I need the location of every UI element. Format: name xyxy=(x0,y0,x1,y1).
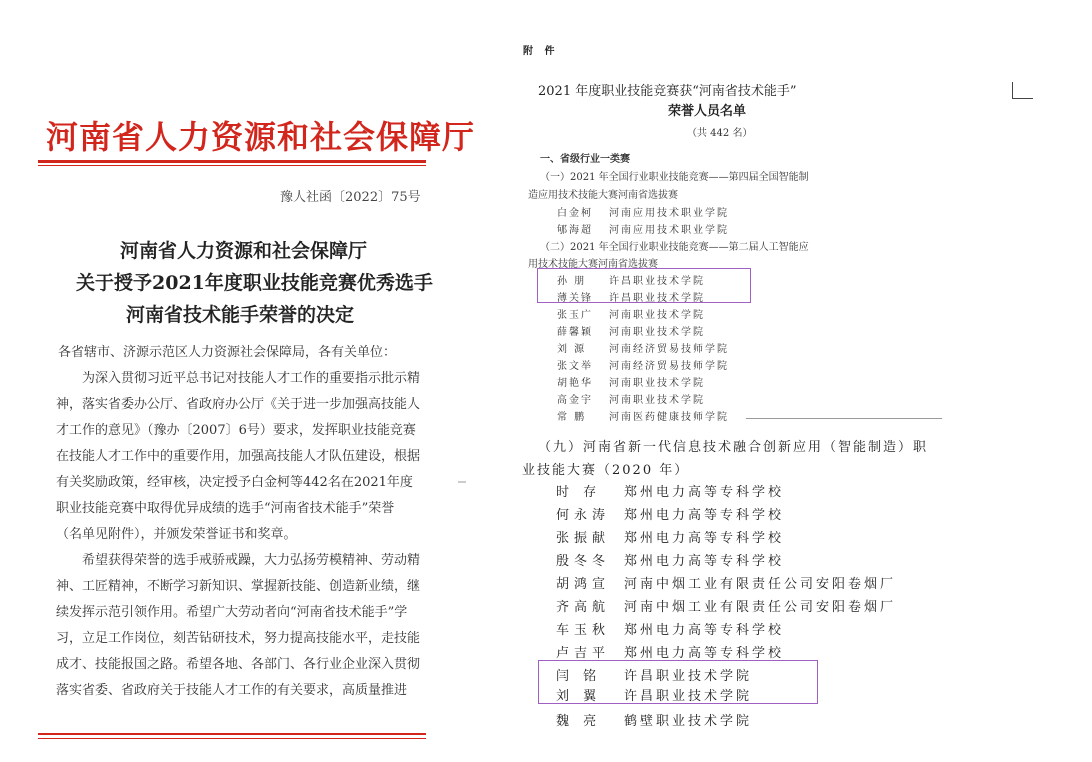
honoree-unit: 郑州电力高等专科学校 xyxy=(624,646,785,661)
salutation: 各省辖市、济源示范区人力资源社会保障局，各有关单位： xyxy=(58,345,397,360)
honoree-unit: 河南经济贸易技师学院 xyxy=(609,361,729,372)
honoree-name: 常 鹏 xyxy=(557,412,587,423)
honoree-unit: 郑州电力高等专科学校 xyxy=(624,623,785,638)
list-item xyxy=(556,504,784,523)
header-red-rule xyxy=(38,160,426,163)
list-item xyxy=(556,642,784,661)
paragraph-line: 在技能人才工作中的重要作用，加强高技能人才队伍建设，根据 xyxy=(56,449,421,464)
honoree-unit: 郑州电力高等专科学校 xyxy=(624,508,785,523)
honoree-unit: 河南职业技术学院 xyxy=(609,378,705,389)
paragraph-line: 续发挥示范引领作用。希望广大劳动者向“河南省技术能手”学 xyxy=(56,605,408,620)
honoree-name: 白金柯 xyxy=(557,208,593,219)
list-item xyxy=(557,357,729,372)
list-item xyxy=(557,306,705,321)
honoree-name: 薛馨颖 xyxy=(557,327,593,338)
honoree-unit: 许昌职业技术学院 xyxy=(624,669,753,684)
list-item xyxy=(557,374,705,389)
list-item xyxy=(557,272,705,287)
section-heading: 业技能大赛（2020 年） xyxy=(522,463,690,478)
honoree-name: 殷冬冬 xyxy=(556,554,611,569)
honoree-name: 魏 亮 xyxy=(556,714,602,729)
subsection-heading: （二）2021 年全国行业职业技能竞赛——第二届人工智能应 xyxy=(540,242,809,253)
list-title-line1: 2021 年度职业技能竞赛获“河南省技术能手” xyxy=(538,84,797,99)
subsection-heading: （一）2021 年全国行业职业技能竞赛——第四届全国智能制 xyxy=(540,172,809,183)
honoree-name: 何永涛 xyxy=(556,508,611,523)
honoree-unit: 河南职业技术学院 xyxy=(609,395,705,406)
honoree-name: 张振献 xyxy=(556,531,611,546)
list-item xyxy=(557,340,729,355)
honoree-unit: 河南中烟工业有限责任公司安阳卷烟厂 xyxy=(624,577,897,592)
honoree-unit: 鹤壁职业技术学院 xyxy=(624,714,753,729)
list-item xyxy=(556,665,752,684)
document-title-line: 河南省人力资源和社会保障厅 xyxy=(120,240,368,262)
honoree-unit: 许昌职业技术学院 xyxy=(609,293,705,304)
honoree-name: 刘 源 xyxy=(557,344,587,355)
honoree-name: 卢吉平 xyxy=(556,646,611,661)
honoree-unit: 郑州电力高等专科学校 xyxy=(624,531,785,546)
honoree-name: 张文举 xyxy=(557,361,593,372)
honoree-unit: 河南应用技术职业学院 xyxy=(609,208,729,219)
honoree-name: 孙 朋 xyxy=(557,276,587,287)
list-item xyxy=(556,573,896,592)
list-item xyxy=(556,481,784,500)
document-number: 豫人社函〔2022〕75号 xyxy=(280,190,421,205)
paragraph-line: 为深入贯彻习近平总书记对技能人才工作的重要指示批示精 xyxy=(82,371,421,386)
honoree-name: 时 存 xyxy=(556,485,602,500)
honoree-unit: 郑州电力高等专科学校 xyxy=(624,554,785,569)
section-heading: （九）河南省新一代信息技术融合创新应用（智能制造）职 xyxy=(538,440,929,455)
list-item xyxy=(557,204,729,219)
list-item xyxy=(557,289,705,304)
subsection-heading: 造应用技术技能大赛河南省选拔赛 xyxy=(528,190,678,201)
org-header: 河南省人力资源和社会保障厅 xyxy=(46,118,476,156)
footer-red-rule xyxy=(38,733,426,735)
subsection-heading: 用技术技能大赛河南省选拔赛 xyxy=(528,259,658,270)
list-item xyxy=(557,221,729,236)
list-title-line2: 荣誉人员名单 xyxy=(668,104,747,119)
scan-artifact xyxy=(746,418,942,419)
paragraph-line: 落实省委、省政府关于技能人才工作的有关要求，高质量推进 xyxy=(56,683,408,698)
list-item xyxy=(556,596,896,615)
paragraph-line: 神、工匠精神，不断学习新知识、掌握新技能、创造新业绩，继 xyxy=(56,579,421,594)
honoree-name: 高金宇 xyxy=(557,395,593,406)
honoree-count: （共 442 名） xyxy=(687,128,753,139)
honoree-unit: 许昌职业技术学院 xyxy=(624,689,753,704)
honoree-unit: 河南应用技术职业学院 xyxy=(609,225,729,236)
honoree-name: 胡艳华 xyxy=(557,378,593,389)
list-item xyxy=(556,550,784,569)
honoree-unit: 河南中烟工业有限责任公司安阳卷烟厂 xyxy=(624,600,897,615)
paragraph-line: 习，立足工作岗位，刻苦钻研技术，努力提高技能水平，走技能 xyxy=(56,631,421,646)
header-red-rule-thin xyxy=(38,165,426,166)
honoree-unit: 河南职业技术学院 xyxy=(609,310,705,321)
honoree-name: 闫 铭 xyxy=(556,669,602,684)
list-item xyxy=(557,408,729,423)
paragraph-line: （名单见附件），并颁发荣誉证书和奖章。 xyxy=(56,527,297,542)
honoree-unit: 许昌职业技术学院 xyxy=(609,276,705,287)
honoree-name: 张玉广 xyxy=(557,310,593,321)
honoree-name: 车玉秋 xyxy=(556,623,611,638)
footer-red-rule-thin xyxy=(38,738,426,739)
paragraph-line: 希望获得荣誉的选手戒骄戒躁，大力弘扬劳模精神、劳动精 xyxy=(82,553,421,568)
paragraph-line: 才工作的意见》（豫办〔2007〕6号）要求，发挥职业技能竞赛 xyxy=(56,423,416,438)
list-item xyxy=(556,527,784,546)
honoree-name: 郇海超 xyxy=(557,225,593,236)
decision-document xyxy=(0,0,476,762)
honoree-unit: 河南职业技术学院 xyxy=(609,327,705,338)
attachment-label: 附 件 xyxy=(523,46,559,57)
document-title-line: 河南省技术能手荣誉的决定 xyxy=(126,304,355,326)
paragraph-line: 有关奖励政策，经审核，决定授予白金柯等442名在2021年度 xyxy=(56,475,413,490)
honoree-name: 胡鸿宣 xyxy=(556,577,611,592)
list-item xyxy=(556,710,752,729)
crop-corner-mark xyxy=(1012,82,1033,99)
list-item xyxy=(557,323,705,338)
scan-artifact xyxy=(458,481,466,483)
honoree-name: 刘 翼 xyxy=(556,689,602,704)
honoree-unit: 河南经济贸易技师学院 xyxy=(609,344,729,355)
honoree-unit: 郑州电力高等专科学校 xyxy=(624,485,785,500)
paragraph-line: 职业技能竞赛中取得优异成绩的选手“河南省技术能手”荣誉 xyxy=(56,501,395,516)
honoree-name: 薄关锋 xyxy=(557,293,593,304)
honoree-unit: 河南医药健康技师学院 xyxy=(609,412,729,423)
paragraph-line: 成才、技能报国之路。希望各地、各部门、各行业企业深入贯彻 xyxy=(56,657,421,672)
list-item xyxy=(557,391,705,406)
list-item xyxy=(556,685,752,704)
list-item xyxy=(556,619,784,638)
honoree-name: 齐高航 xyxy=(556,600,611,615)
paragraph-line: 神，落实省委办公厅、省政府办公厅《关于进一步加强高技能人 xyxy=(56,397,421,412)
document-title-line: 关于授予2021年度职业技能竞赛优秀选手 xyxy=(76,272,433,294)
section-heading: 一、省级行业一类赛 xyxy=(540,154,630,165)
